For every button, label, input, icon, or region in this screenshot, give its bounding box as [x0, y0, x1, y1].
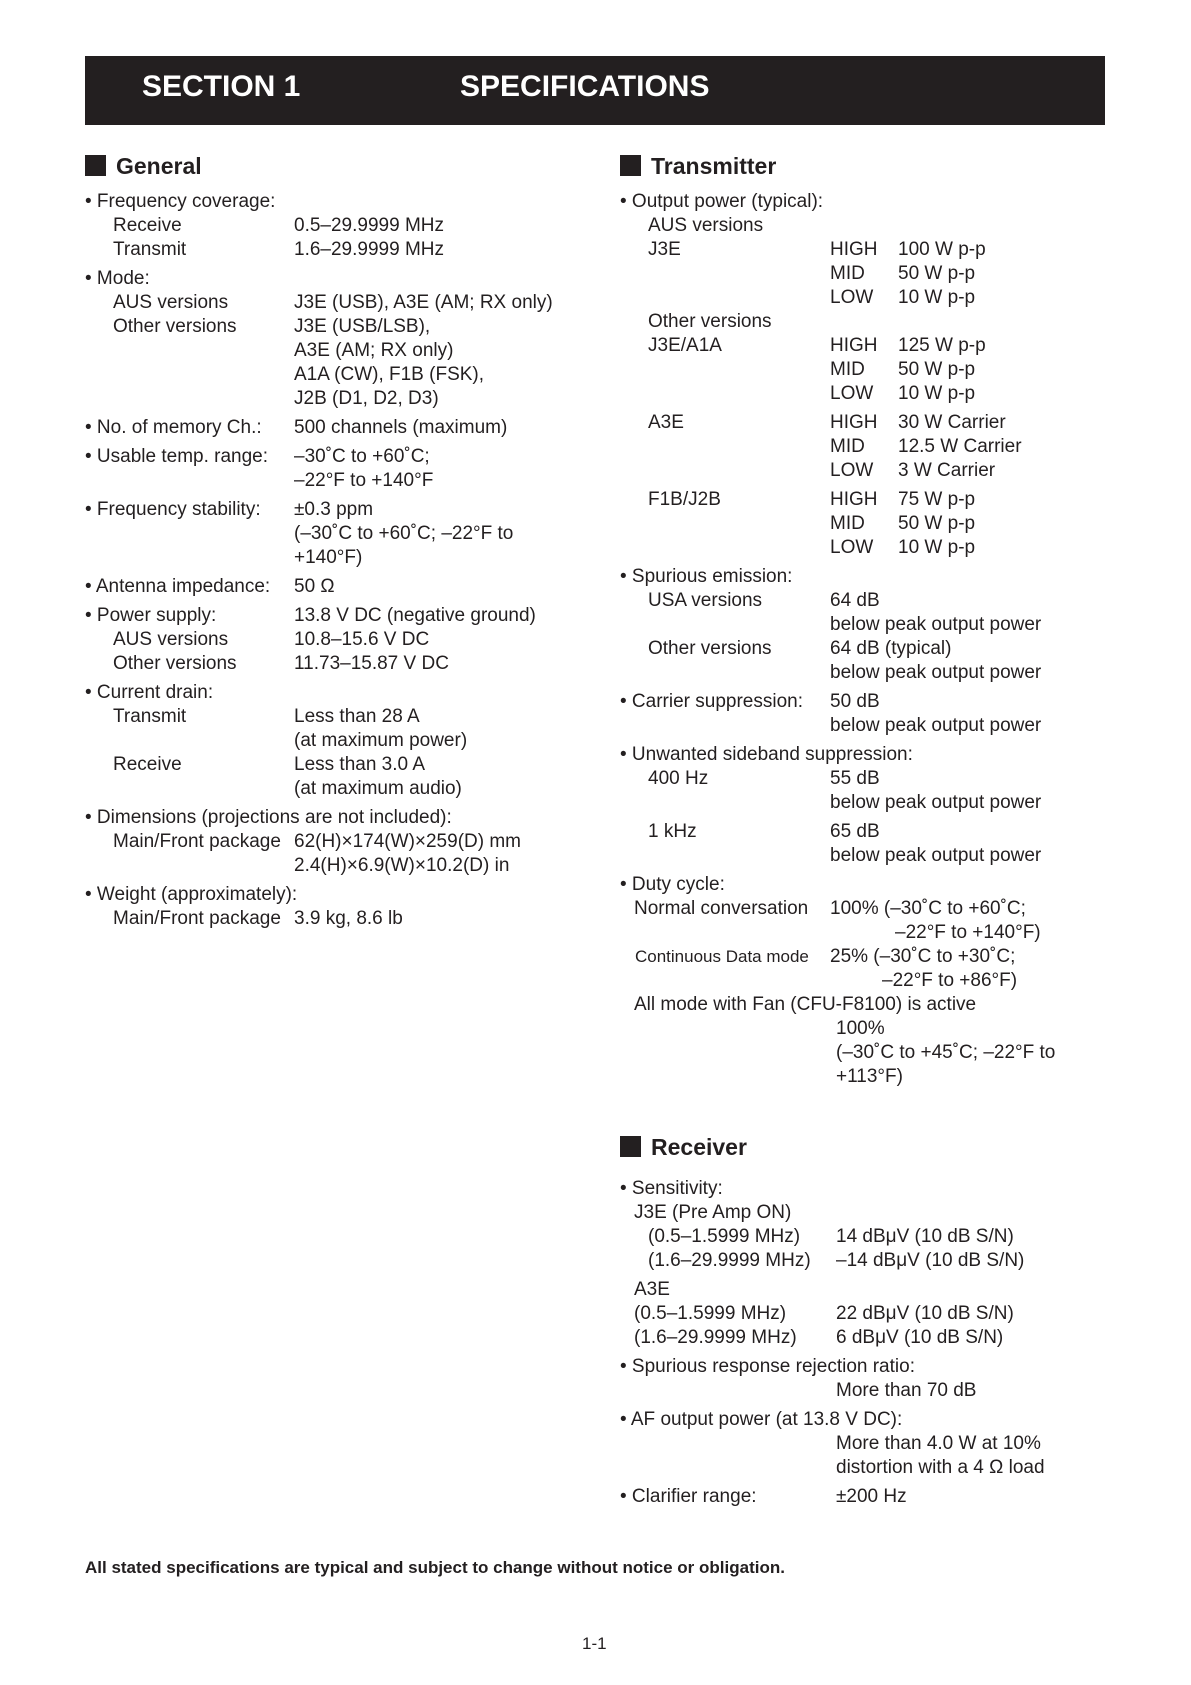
- spec-value: below peak output power: [830, 715, 1042, 736]
- spec-value: 500 channels (maximum): [294, 417, 508, 438]
- spec-label: • Sensitivity:: [620, 1178, 723, 1199]
- spec-row: [620, 637, 1110, 661]
- spec-value: LOW: [830, 537, 874, 558]
- spec-row: [620, 1225, 1110, 1249]
- left-column: [85, 154, 565, 936]
- spec-value: 75 W p-p: [898, 489, 976, 510]
- spec-row: [620, 1485, 1110, 1509]
- spec-row: [620, 589, 1110, 613]
- spec-row: [620, 1302, 1110, 1326]
- spec-sublabel: A3E: [634, 1279, 670, 1300]
- spec-row: [620, 1278, 1110, 1302]
- spec-value: A3E (AM; RX only): [294, 340, 454, 361]
- spec-row: [620, 334, 1110, 358]
- spec-value: (at maximum power): [294, 730, 468, 751]
- spec-item: [85, 681, 565, 801]
- spec-value: ±200 Hz: [836, 1486, 907, 1507]
- spec-row: [85, 705, 565, 729]
- spec-value: J3E (USB/LSB),: [294, 316, 431, 337]
- spec-sublabel: Receive: [113, 754, 182, 775]
- spec-value: (–30˚C to +60˚C; –22°F to: [294, 523, 514, 544]
- spec-row: [85, 883, 565, 907]
- spec-value: A1A (CW), F1B (FSK),: [294, 364, 485, 385]
- spec-item: [620, 873, 1110, 1089]
- spec-value: HIGH: [830, 489, 878, 510]
- spec-value: 10 W p-p: [898, 383, 976, 404]
- spec-label: • Dimensions (projections are not included):: [85, 807, 452, 828]
- heading-square-icon: [620, 1136, 641, 1157]
- spec-value: –22°F to +86°F): [882, 970, 1018, 991]
- spec-value: 3.9 kg, 8.6 lb: [294, 908, 403, 929]
- spec-value: LOW: [830, 383, 874, 404]
- spec-sublabel: F1B/J2B: [648, 489, 721, 510]
- spec-label: • Carrier suppression:: [620, 691, 803, 712]
- spec-value: 50 W p-p: [898, 263, 976, 284]
- spec-item: [620, 488, 1110, 560]
- spec-row: [620, 969, 1110, 993]
- spec-row: [620, 310, 1110, 334]
- spec-value: 55 dB: [830, 768, 880, 789]
- spec-label: • Power supply:: [85, 605, 217, 626]
- spec-row: [620, 1177, 1110, 1201]
- spec-value: HIGH: [830, 239, 878, 260]
- heading-square-icon: [620, 155, 641, 176]
- spec-label: • Duty cycle:: [620, 874, 725, 895]
- spec-sublabel: Continuous Data mode: [635, 947, 809, 966]
- spec-item: [85, 806, 565, 878]
- spec-row: [85, 854, 565, 878]
- spec-sublabel: Transmit: [113, 239, 187, 260]
- spec-row: [620, 743, 1110, 767]
- spec-sublabel: (0.5–1.5999 MHz): [634, 1303, 787, 1324]
- spec-label: • Spurious emission:: [620, 566, 793, 587]
- spec-sublabel: USA versions: [648, 590, 763, 611]
- page-number: 1-1: [582, 1634, 607, 1653]
- spec-row: [620, 613, 1110, 637]
- spec-item: [85, 604, 565, 676]
- spec-row: [85, 267, 565, 291]
- transmitter-heading: Transmitter: [620, 154, 1110, 190]
- spec-label: • Weight (approximately):: [85, 884, 298, 905]
- spec-label: • Frequency stability:: [85, 499, 261, 520]
- general-heading: General: [85, 154, 565, 190]
- spec-value: 50 dB: [830, 691, 880, 712]
- spec-row: [620, 411, 1110, 435]
- spec-sublabel: Receive: [113, 215, 182, 236]
- spec-value: Less than 28 A: [294, 706, 420, 727]
- spec-row: [85, 339, 565, 363]
- spec-value: 14 dBμV (10 dB S/N): [836, 1226, 1014, 1247]
- spec-row: [85, 315, 565, 339]
- spec-row: [85, 387, 565, 411]
- spec-value: LOW: [830, 460, 874, 481]
- spec-value: 50 Ω: [294, 576, 335, 597]
- receiver-spec-list: [620, 1177, 1110, 1509]
- spec-item: [620, 1408, 1110, 1480]
- section-banner: [85, 56, 1105, 125]
- spec-row: [620, 565, 1110, 589]
- spec-value: J3E (USB), A3E (AM; RX only): [294, 292, 553, 313]
- spec-sublabel: (0.5–1.5999 MHz): [648, 1226, 801, 1247]
- spec-row: [85, 363, 565, 387]
- spec-sublabel: A3E: [648, 412, 684, 433]
- spec-row: [85, 628, 565, 652]
- spec-sublabel: Other versions: [648, 638, 772, 659]
- spec-label: • Usable temp. range:: [85, 446, 269, 467]
- spec-row: [620, 214, 1110, 238]
- spec-value: –14 dBμV (10 dB S/N): [836, 1250, 1025, 1271]
- spec-value: 13.8 V DC (negative ground): [294, 605, 536, 626]
- spec-label: • Current drain:: [85, 682, 214, 703]
- spec-value: distortion with a 4 Ω load: [836, 1457, 1045, 1478]
- spec-value: 64 dB (typical): [830, 638, 952, 659]
- spec-value: (at maximum audio): [294, 778, 462, 799]
- spec-item: [85, 883, 565, 931]
- spec-value: below peak output power: [830, 792, 1042, 813]
- spec-value: 25% (–30˚C to +30˚C;: [830, 946, 1016, 967]
- spec-row: [85, 522, 565, 546]
- heading-square-icon: [85, 155, 106, 176]
- spec-row: [620, 873, 1110, 897]
- spec-row: [620, 1017, 1110, 1041]
- spec-row: [620, 820, 1110, 844]
- spec-row: [620, 1249, 1110, 1273]
- spec-value: LOW: [830, 287, 874, 308]
- spec-value: Less than 3.0 A: [294, 754, 425, 775]
- spec-value: 3 W Carrier: [898, 460, 996, 481]
- spec-row: [85, 681, 565, 705]
- spec-row: [85, 291, 565, 315]
- spec-row: [620, 1065, 1110, 1089]
- spec-value: ±0.3 ppm: [294, 499, 374, 520]
- spec-value: +140°F): [294, 547, 363, 568]
- spec-value: 2.4(H)×6.9(W)×10.2(D) in: [294, 855, 510, 876]
- spec-value: 100 W p-p: [898, 239, 986, 260]
- spec-label: • Output power (typical):: [620, 191, 824, 212]
- spec-sublabel: Main/Front package: [113, 908, 281, 929]
- spec-sublabel: Other versions: [113, 653, 237, 674]
- spec-row: [85, 498, 565, 522]
- spec-label: • Antenna impedance:: [85, 576, 271, 597]
- spec-row: [620, 921, 1110, 945]
- spec-row: [85, 652, 565, 676]
- spec-value: below peak output power: [830, 614, 1042, 635]
- spec-row: [620, 1379, 1110, 1403]
- spec-item: [620, 820, 1110, 868]
- spec-row: [620, 435, 1110, 459]
- spec-row: [620, 512, 1110, 536]
- receiver-heading: Receiver: [620, 1135, 1110, 1177]
- spec-sublabel: J3E: [648, 239, 681, 260]
- spec-row: [620, 844, 1110, 868]
- spec-value: 0.5–29.9999 MHz: [294, 215, 444, 236]
- spec-sublabel: AUS versions: [113, 292, 229, 313]
- spec-sublabel: All mode with Fan (CFU-F8100) is active: [634, 994, 977, 1015]
- spec-value: 100% (–30˚C to +60˚C;: [830, 898, 1026, 919]
- spec-value: MID: [830, 359, 865, 380]
- spec-value: 65 dB: [830, 821, 880, 842]
- spec-label: • No. of memory Ch.:: [85, 417, 262, 438]
- spec-value: 22 dBμV (10 dB S/N): [836, 1303, 1014, 1324]
- spec-item: [85, 498, 565, 570]
- spec-value: 6 dBμV (10 dB S/N): [836, 1327, 1004, 1348]
- spec-sublabel: J3E/A1A: [648, 335, 722, 356]
- spec-value: More than 4.0 W at 10%: [836, 1433, 1041, 1454]
- spec-item: [85, 190, 565, 262]
- spec-row: [620, 1041, 1110, 1065]
- spec-value: below peak output power: [830, 845, 1042, 866]
- spec-sublabel: (1.6–29.9999 MHz): [648, 1250, 811, 1271]
- spec-sublabel: J3E (Pre Amp ON): [634, 1202, 792, 1223]
- spec-item: [620, 1278, 1110, 1350]
- spec-value: below peak output power: [830, 662, 1042, 683]
- spec-row: [620, 791, 1110, 815]
- spec-item: [620, 411, 1110, 483]
- spec-row: [620, 382, 1110, 406]
- spec-row: [85, 546, 565, 570]
- spec-item: [620, 565, 1110, 685]
- spec-row: [620, 661, 1110, 685]
- section-title: SPECIFICATIONS: [460, 70, 710, 103]
- spec-value: (–30˚C to +45˚C; –22°F to: [836, 1042, 1056, 1063]
- spec-row: [85, 777, 565, 801]
- spec-label: • Spurious response rejection ratio:: [620, 1356, 915, 1377]
- spec-row: [85, 604, 565, 628]
- spec-row: [620, 358, 1110, 382]
- spec-value: +113°F): [836, 1066, 903, 1087]
- spec-row: [620, 1456, 1110, 1480]
- spec-sublabel: Other versions: [648, 311, 772, 332]
- spec-value: 50 W p-p: [898, 359, 976, 380]
- spec-row: [620, 1355, 1110, 1379]
- spec-value: –30˚C to +60˚C;: [294, 446, 430, 467]
- spec-row: [85, 575, 565, 599]
- spec-label: • Frequency coverage:: [85, 191, 276, 212]
- general-spec-list: [85, 190, 565, 931]
- spec-value: HIGH: [830, 412, 878, 433]
- spec-row: [620, 897, 1110, 921]
- spec-row: [620, 262, 1110, 286]
- spec-row: [620, 1408, 1110, 1432]
- spec-value: HIGH: [830, 335, 878, 356]
- spec-value: 50 W p-p: [898, 513, 976, 534]
- spec-label: • AF output power (at 13.8 V DC):: [620, 1409, 903, 1430]
- spec-item: [85, 267, 565, 411]
- spec-value: 11.73–15.87 V DC: [294, 653, 449, 674]
- spec-label: • Clarifier range:: [620, 1486, 757, 1507]
- spec-row: [85, 445, 565, 469]
- spec-row: [85, 238, 565, 262]
- spec-value: MID: [830, 513, 865, 534]
- spec-row: [620, 714, 1110, 738]
- spec-row: [620, 945, 1110, 969]
- spec-value: MID: [830, 263, 865, 284]
- spec-sublabel: AUS versions: [113, 629, 229, 650]
- spec-value: 1.6–29.9999 MHz: [294, 239, 444, 260]
- spec-sublabel: Transmit: [113, 706, 187, 727]
- spec-row: [85, 830, 565, 854]
- spec-row: [85, 214, 565, 238]
- spec-row: [620, 190, 1110, 214]
- spec-label: • Mode:: [85, 268, 150, 289]
- spec-row: [85, 907, 565, 931]
- spec-item: [620, 690, 1110, 738]
- spec-sublabel: AUS versions: [648, 215, 764, 236]
- spec-sublabel: Main/Front package: [113, 831, 281, 852]
- spec-row: [620, 536, 1110, 560]
- spec-sublabel: 1 kHz: [648, 821, 697, 842]
- spec-value: MID: [830, 436, 865, 457]
- spec-sublabel: 400 Hz: [648, 768, 709, 789]
- spec-row: [620, 1326, 1110, 1350]
- spec-row: [85, 729, 565, 753]
- spec-sublabel: Normal conversation: [634, 898, 809, 919]
- spec-row: [620, 238, 1110, 262]
- spec-row: [620, 767, 1110, 791]
- spec-item: [620, 1177, 1110, 1273]
- spec-value: 10 W p-p: [898, 537, 976, 558]
- spec-row: [620, 993, 1110, 1017]
- spec-item: [620, 1355, 1110, 1403]
- spec-value: J2B (D1, D2, D3): [294, 388, 439, 409]
- spec-value: 64 dB: [830, 590, 880, 611]
- spec-value: –22°F to +140°F: [294, 470, 434, 491]
- spec-value: 100%: [836, 1018, 885, 1039]
- spec-row: [620, 286, 1110, 310]
- transmitter-spec-list: [620, 190, 1110, 1089]
- spec-item: [620, 190, 1110, 406]
- spec-value: 10 W p-p: [898, 287, 976, 308]
- spec-item: [620, 743, 1110, 815]
- spec-value: 125 W p-p: [898, 335, 986, 356]
- spec-value: 62(H)×174(W)×259(D) mm: [294, 831, 521, 852]
- spec-label: • Unwanted sideband suppression:: [620, 744, 913, 765]
- spec-value: More than 70 dB: [836, 1380, 977, 1401]
- spec-row: [85, 806, 565, 830]
- spec-sublabel: Other versions: [113, 316, 237, 337]
- spec-value: 30 W Carrier: [898, 412, 1006, 433]
- spec-value: 12.5 W Carrier: [898, 436, 1022, 457]
- spec-value: 10.8–15.6 V DC: [294, 629, 430, 650]
- spec-row: [620, 1432, 1110, 1456]
- spec-value: –22°F to +140°F): [895, 922, 1041, 943]
- section-number: SECTION 1: [142, 70, 301, 103]
- spec-item: [620, 1485, 1110, 1509]
- footer-note: All stated specifications are typical and subject to change without notice or obligation.: [85, 1558, 785, 1577]
- spec-item: [85, 575, 565, 599]
- spec-row: [620, 1201, 1110, 1225]
- spec-row: [620, 488, 1110, 512]
- spec-item: [85, 416, 565, 440]
- spec-item: [85, 445, 565, 493]
- spec-row: [620, 459, 1110, 483]
- spec-row: [85, 469, 565, 493]
- spec-sublabel: (1.6–29.9999 MHz): [634, 1327, 797, 1348]
- right-column: [620, 154, 1110, 1514]
- spec-row: [620, 690, 1110, 714]
- spec-row: [85, 416, 565, 440]
- spec-row: [85, 753, 565, 777]
- spec-row: [85, 190, 565, 214]
